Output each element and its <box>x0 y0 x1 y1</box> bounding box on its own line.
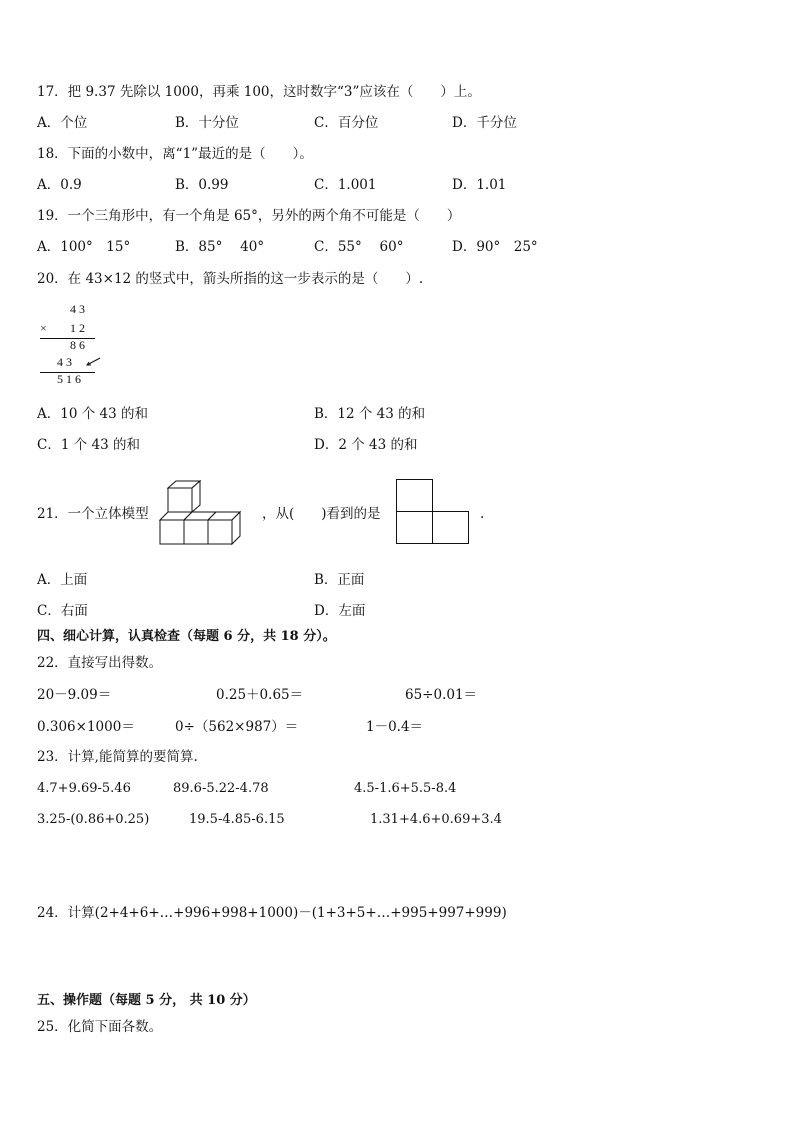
question-21-stem-mid: ，从( )看到的是 <box>262 506 381 522</box>
q22-item-4: 0.306×1000＝ <box>37 719 135 735</box>
q22-item-6: 1－0.4＝ <box>366 719 424 735</box>
q21-option-a[interactable]: A．上面 <box>37 572 88 588</box>
q22-item-2: 0.25＋0.65＝ <box>216 687 304 703</box>
q18-option-b[interactable]: B．0.99 <box>175 177 229 193</box>
q20-option-b[interactable]: B．12 个 43 的和 <box>314 406 426 422</box>
q17-option-b[interactable]: B．十分位 <box>175 115 239 131</box>
q17-option-a[interactable]: A．个位 <box>37 115 88 131</box>
q21-option-d[interactable]: D．左面 <box>314 603 366 619</box>
q23-item-1: 4.7+9.69-5.46 <box>37 781 131 796</box>
question-18-stem: 18．下面的小数中，离“1”最近的是（ ）。 <box>37 146 313 162</box>
q21-option-b[interactable]: B．正面 <box>314 572 365 588</box>
question-19-stem: 19．一个三角形中，有一个角是 65°，另外的两个角不可能是（ ） <box>37 208 461 224</box>
q20-option-a[interactable]: A．10 个 43 的和 <box>37 406 148 422</box>
q19-option-c[interactable]: C．55° 60° <box>314 239 404 255</box>
calc-row-partial-2: 4 3 <box>57 355 72 369</box>
q19-option-a[interactable]: A．100° 15° <box>37 239 131 255</box>
calc-line-1 <box>40 338 95 339</box>
arrow-icon <box>84 356 102 368</box>
q23-item-5: 19.5-4.85-6.15 <box>189 812 285 827</box>
q20-option-d[interactable]: D．2 个 43 的和 <box>314 437 418 453</box>
section-5-title: 五、操作题（每题 5 分， 共 10 分） <box>37 993 256 1008</box>
q23-item-4: 3.25-(0.86+0.25) <box>37 812 150 827</box>
calc-row-partial-1: 8 6 <box>70 338 85 352</box>
view-figure <box>395 478 471 546</box>
question-25-stem: 25．化简下面各数。 <box>37 1019 163 1035</box>
question-21-stem-pre: 21．一个立体模型 <box>37 506 149 522</box>
q20-option-c[interactable]: C．1 个 43 的和 <box>37 437 140 453</box>
q19-option-b[interactable]: B．85° 40° <box>175 239 265 255</box>
solid-model-figure <box>158 480 248 548</box>
q21-option-c[interactable]: C．右面 <box>37 603 88 619</box>
calc-times-sign: × <box>40 321 47 335</box>
q17-option-d[interactable]: D．千分位 <box>452 115 517 131</box>
q18-option-d[interactable]: D．1.01 <box>452 177 507 193</box>
section-4-title: 四、细心计算，认真检查（每题 6 分，共 18 分）。 <box>37 629 336 644</box>
q22-item-3: 65÷0.01＝ <box>405 687 478 703</box>
q18-option-c[interactable]: C．1.001 <box>314 177 377 193</box>
question-22-stem: 22．直接写出得数。 <box>37 655 163 671</box>
q17-option-c[interactable]: C．百分位 <box>314 115 379 131</box>
q22-item-1: 20－9.09＝ <box>37 687 112 703</box>
q23-item-6: 1.31+4.6+0.69+3.4 <box>370 812 502 827</box>
question-21-stem-end: . <box>480 506 485 522</box>
vertical-multiplication <box>37 302 107 388</box>
q23-item-2: 89.6-5.22-4.78 <box>173 781 269 796</box>
q23-item-3: 4.5-1.6+5.5-8.4 <box>354 781 457 796</box>
question-17-stem: 17．把 9.37 先除以 1000，再乘 100，这时数字“3”应该在（ ）上。 <box>37 84 481 100</box>
q18-option-a[interactable]: A．0.9 <box>37 177 82 193</box>
question-20-stem: 20．在 43×12 的竖式中，箭头所指的这一步表示的是（ ）. <box>37 271 424 287</box>
q22-item-5: 0÷（562×987）＝ <box>175 719 299 735</box>
calc-row-multiplicand: 4 3 <box>70 302 85 316</box>
calc-row-result: 5 1 6 <box>57 372 81 386</box>
calc-row-multiplier: 1 2 <box>70 321 85 335</box>
question-23-stem: 23．计算,能简算的要简算. <box>37 749 198 765</box>
q19-option-d[interactable]: D．90° 25° <box>452 239 538 255</box>
question-24-stem: 24．计算(2+4+6+…+996+998+1000)－(1+3+5+…+995+997+999) <box>37 905 507 921</box>
